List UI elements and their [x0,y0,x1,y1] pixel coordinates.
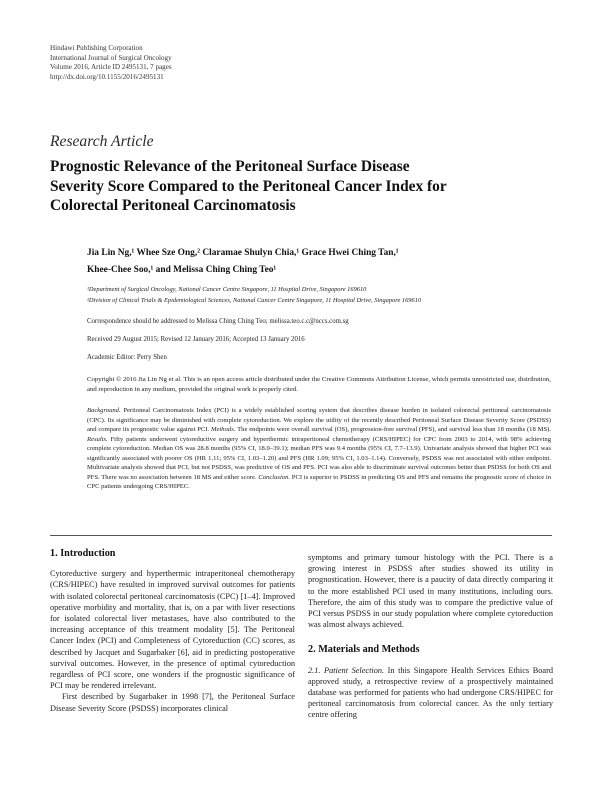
dates: Received 29 August 2015; Revised 12 January 2016; Accepted 13 January 2016 [87,336,305,343]
abstract-conclusion-label: Conclusion. [258,473,291,481]
publisher-line: Hindawi Publishing Corporation [50,44,143,52]
abstract-results-label: Results. [87,435,108,443]
affiliation-1: ¹Department of Surgical Oncology, National Cancer Centre Singapore, 11 Hospital Drive, Singapore 169610 [87,286,367,293]
abstract-methods: The endpoints were overall survival (OS), progression-free survival (PFS), and survival less than 18 months (18 MS). [235,426,551,434]
article-title [50,157,530,216]
methods-heading: 2. Materials and Methods [308,644,420,656]
author-line: Khee-Chee Soo,¹ and Melissa Ching Ching Teo¹ [87,264,277,275]
journal-name-line: International Journal of Surgical Oncology [50,53,172,62]
patient-selection-label: 2.1. Patient Selection. [308,665,385,675]
abstract [87,406,551,492]
introduction-heading: 1. Introduction [50,548,116,559]
introduction-paragraph-2: First described by Sugarbaker in 1998 [7], the Peritoneal Surface Disease Severity Score (PSDSS) incorporates clinical [50,692,295,713]
right-column [308,552,553,721]
journal-header [50,44,350,83]
abstract-background-label: Background. [87,407,121,414]
abstract-methods-label: Methods. [211,426,236,434]
abstract-conclusion: PCI is superior to PSDSS in predicting OS and PFS and remains the prognostic score of choice in CPC patients undergoing CRS/HIPEC. [87,473,551,491]
volume-line: Volume 2016, Article ID 2495131, 7 pages [50,63,172,72]
copyright-notice: Copyright © 2016 Jia Lin Ng et al. This is an open access article distributed under the Creative Commons Attribution License, which permits unrestricted use, distribution, and reproduction in any medium, provided the original work is properly cited. [87,376,551,393]
title-line: Prognostic Relevance of the Peritoneal Surface Disease [50,158,410,175]
academic-editor: Academic Editor: Perry Shen [87,354,167,361]
title-line: Colorectal Peritoneal Carcinomatosis [50,197,296,215]
introduction-paragraph-continued: symptoms and primary tumour histology with the PCI. There is a growing interest in PSDSS after studies showed its utility in prognostication. However, there is a paucity of data directly comparing it to the more established PCI used in many institutions, including ours. Therefore, the aim of this study was to compare the predictive value of PCI versus PSDSS in our study population where complete cytoreduction was almost always achieved. [308,553,553,630]
title-line: Severity Score Compared to the Peritoneal Cancer Index for [50,177,447,195]
correspondence: Correspondence should be addressed to Melissa Ching Ching Teo; melissa.teo.c.c@nccs.com.sg [87,318,349,325]
author-line: Jia Lin Ng,¹ Whee Sze Ong,² Claramae Shulyn Chia,¹ Grace Hwei Ching Tan,¹ [87,248,399,258]
left-column [50,548,295,714]
abstract-background: Peritoneal Carcinomatosis Index (PCI) is a widely established scoring system that describes disease burden in isolated colorectal peritoneal carcinomatosis (CPC). Its significance may be diminished with complete cytoreduction. We explore the utility of the recently described Peritoneal Surface Disease Severity Score (PSDSS) and compare its prognostic value against PCI. [87,407,551,434]
doi-link[interactable]: http://dx.doi.org/10.1155/2016/2495131 [50,73,164,82]
abstract-results: Fifty patients underwent cytoreductive surgery and hyperthermic intraperitoneal chemotherapy (CRS/HIPEC) for CPC from 2003 to 2014, with 98% achieving complete cytoreduction. Median OS was 28.8 months (95% CI, 18.0–39.1); median PFS was 9.4 months (95% CI, 7.7–13.9). Univariate analysis showed that higher PCI was significantly associated with poorer OS (HR 1.11; 95% CI, 1.03–1.20) and PFS (HR 1.09; 95% CI, 1.03–1.14). Conversely, PSDSS was not associated with either endpoint. Multivariate analysis showed that PCI, but not PSDSS, was predictive of OS and PFS. PCI was also able to discriminate survival outcomes better than PSDSS for both OS and PFS. There was no association between 18 MS and either score. [87,435,551,481]
article-type: Research Article [50,133,154,150]
section-divider [50,535,552,536]
patient-selection-text: In this Singapore Health Services Ethics Board approved study, a retrospective review of a prospectively maintained database was performed for patients who had undergone CRS/HIPEC for peritoneal carcinomatosis from colorectal cancer. As the only tertiary centre offering [308,665,553,720]
affiliations [87,284,557,306]
affiliation-2: ²Division of Clinical Trials & Epidemiological Sciences, National Cancer Centre Singapore, 11 Hospital Drive, Singapore 169610 [87,297,422,304]
introduction-paragraph-1: Cytoreductive surgery and hyperthermic intraperitoneal chemotherapy (CRS/HIPEC) have resulted in improved survival outcomes for patients with isolated colorectal peritoneal carcinomatosis (CPC) [1–4]. Improved operative morbidity and mortality, that is, on a par with liver resections for isolated colorectal liver metastases, have also contributed to the increasing acceptance of this treatment modality [5]. The Peritoneal Cancer Index (PCI) and Completeness of Cytoreduction (CC) scores, as described by Jacquet and Sugarbaker [6], aid in predicting postoperative survival outcomes. However, in the presence of optimal cytoreduction regardless of PCI score, one wonders if the prognostic significance of PCI may be rendered irrelevant. [50,569,295,691]
author-list [87,245,547,278]
